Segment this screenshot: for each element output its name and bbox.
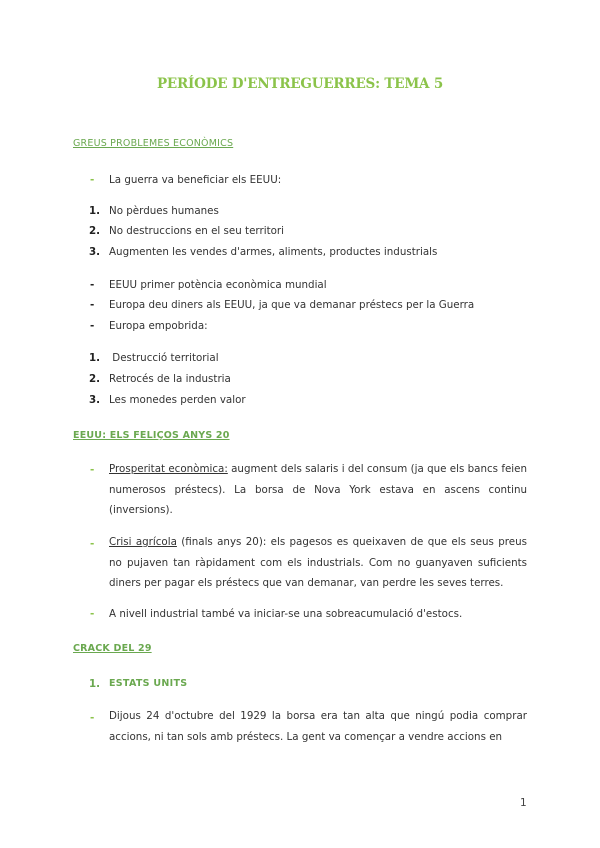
item-text: No pèrdues humanes	[109, 205, 219, 217]
paragraph-lead: Prosperitat econòmica:	[109, 463, 228, 475]
list-item-text: EEUU primer potència econòmica mundial	[109, 279, 327, 291]
list-item-text: Europa empobrida:	[109, 320, 208, 332]
page-title: PERÍODE D'ENTREGUERRES: TEMA 5	[156, 76, 444, 92]
paragraph-body: (finals anys 20): els pagesos es queixaven de que els seus preus no pujaven tan ràpidament com els industrials. Com no guanyaven suficients diners per pagar els préstecs que van demanar, van perdre les seves terres.	[109, 536, 527, 589]
list-item-text: A nivell industrial també va iniciar-se una sobreacumulació d'estocs.	[109, 608, 463, 620]
item-text: Destrucció territorial	[109, 352, 219, 364]
section-heading-crack-29: CRACK DEL 29	[73, 643, 152, 654]
item-text: Augmenten les vendes d'armes, aliments, productes industrials	[109, 246, 438, 258]
subheading-number: 1.	[89, 678, 101, 690]
bullet-dash: -	[90, 174, 95, 186]
list-item-text: Europa deu diners als EEUU, ja que va demanar préstecs per la Guerra	[109, 299, 475, 311]
bullet-dash: -	[90, 608, 95, 620]
list-item-text: La guerra va beneficiar els EEUU:	[109, 174, 282, 186]
subheading-united-states: ESTATS UNITS	[109, 678, 188, 689]
item-number: 1.	[89, 352, 101, 364]
bullet-dash: -	[90, 538, 95, 550]
bullet-dash: -	[90, 712, 95, 724]
paragraph-prosperity	[109, 459, 527, 521]
bullet-dash: -	[90, 299, 95, 311]
item-number: 2.	[89, 225, 101, 237]
paragraph-agricultural-crisis	[109, 532, 527, 594]
section-heading-roaring-twenties: EEUU: ELS FELIÇOS ANYS 20	[73, 430, 230, 441]
item-number: 2.	[89, 373, 101, 385]
item-number: 3.	[89, 246, 101, 258]
page-number: 1	[520, 797, 527, 809]
section-heading-economic-problems: GREUS PROBLEMES ECONÒMICS	[73, 138, 234, 149]
bullet-dash: -	[90, 464, 95, 476]
bullet-dash: -	[90, 279, 95, 291]
paragraph-lead: Crisi agrícola	[109, 536, 177, 548]
item-number: 1.	[89, 205, 101, 217]
item-text: Les monedes perden valor	[109, 394, 246, 406]
item-text: No destruccions en el seu territori	[109, 225, 285, 237]
item-text: Retrocés de la industria	[109, 373, 231, 385]
bullet-dash: -	[90, 320, 95, 332]
paragraph-crash: Dijous 24 d'octubre del 1929 la borsa era tan alta que ningú podia comprar accions, ni tan sols amb préstecs. La gent va començar a vendre accions en	[109, 710, 527, 743]
item-number: 3.	[89, 394, 101, 406]
paragraph-body: augment dels salaris i del consum (ja que els bancs feien numerosos préstecs). La borsa de Nova York estava en ascens continu (inversions).	[109, 463, 528, 516]
